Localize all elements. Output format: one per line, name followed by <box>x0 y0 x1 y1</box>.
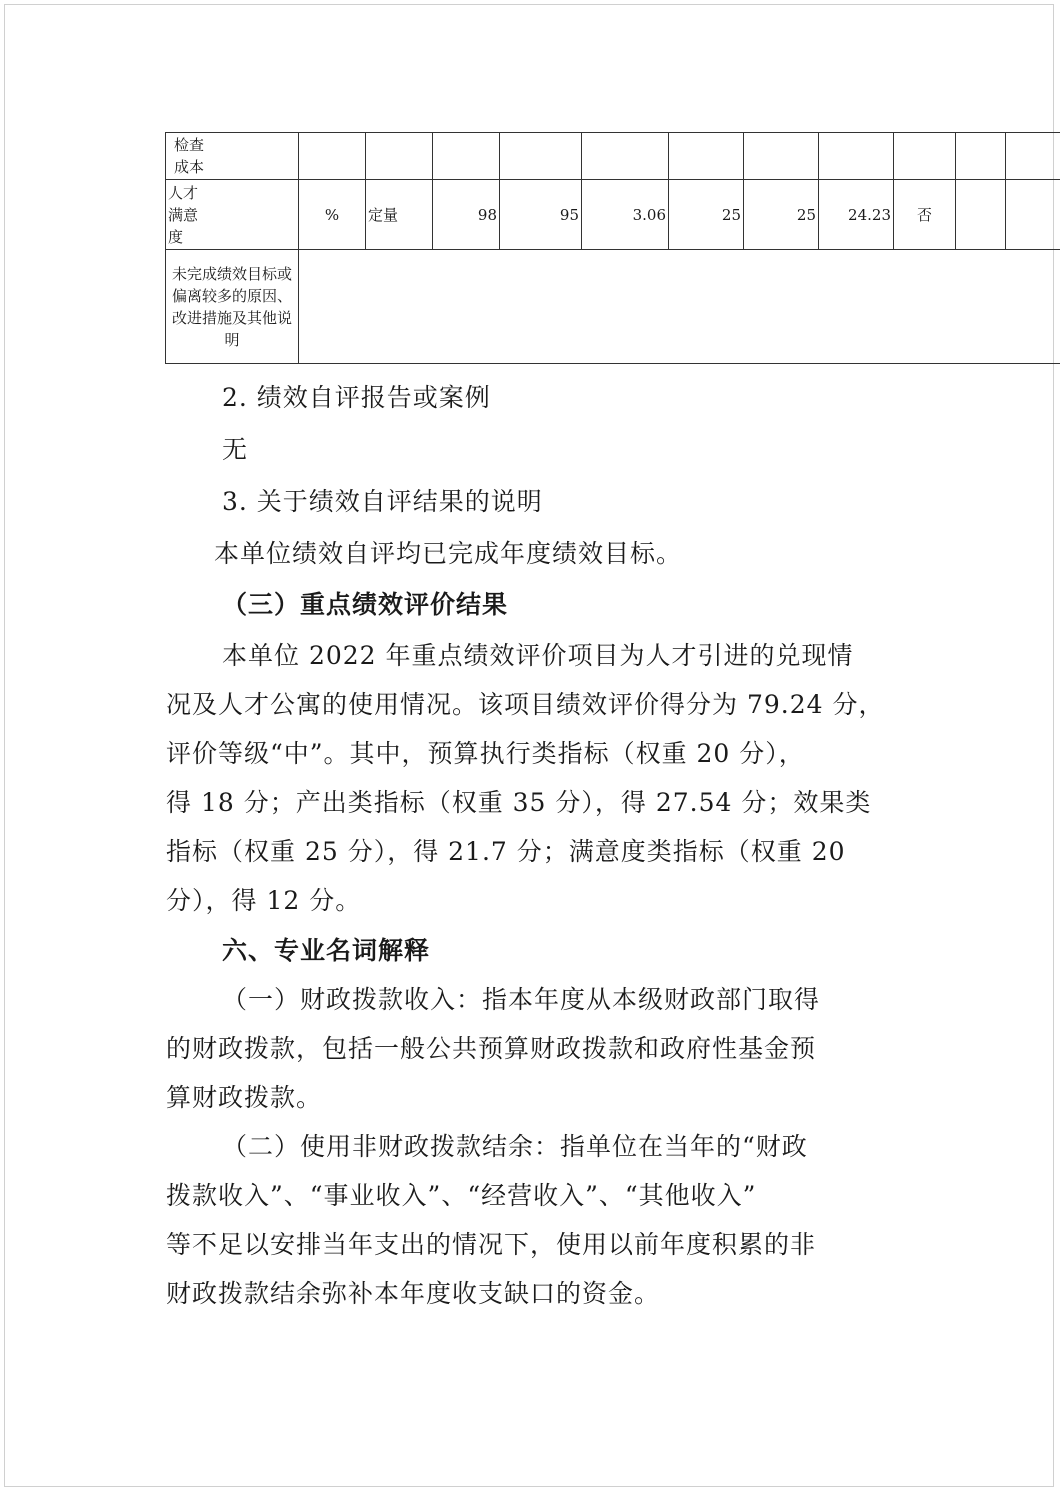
paragraph-line: 况及人才公寓的使用情况。该项目绩效评价得分为 79.24 分， <box>166 690 885 719</box>
value-cell: 25 <box>744 180 819 250</box>
paragraph-line: 指标（权重 25 分），得 21.7 分；满意度类指标（权重 20 <box>166 837 846 866</box>
paragraph-line: 分），得 12 分。 <box>166 886 362 915</box>
section-6-heading: 六、专业名词解释 <box>222 936 431 965</box>
paragraph-line: （二）使用非财政拨款结余：指单位在当年的“财政 <box>222 1132 808 1161</box>
paragraph-line: 的财政拨款，包括一般公共预算财政拨款和政府性基金预 <box>166 1034 817 1063</box>
paragraph-line: 评价等级“中”。其中，预算执行类指标（权重 20 分）， <box>166 739 805 768</box>
value-cell <box>1006 133 1060 180</box>
section-2-body: 无 <box>222 435 249 464</box>
value-cell <box>669 133 744 180</box>
value-cell <box>433 133 500 180</box>
indicator-name: 人才满意度 <box>168 183 199 246</box>
unit-cell <box>299 133 366 180</box>
value-cell <box>744 133 819 180</box>
type-cell: 定量 <box>366 180 433 250</box>
value-cell <box>582 133 669 180</box>
paragraph-line: 本单位 2022 年重点绩效评价项目为人才引进的兑现情 <box>222 641 854 670</box>
table-row <box>166 250 1060 364</box>
value-cell: 25 <box>669 180 744 250</box>
value-cell <box>894 133 956 180</box>
type-cell <box>366 133 433 180</box>
value-cell: 否 <box>894 180 956 250</box>
paragraph-line: 等不足以安排当年支出的情况下，使用以前年度积累的非 <box>166 1230 817 1259</box>
table-row <box>166 180 1060 250</box>
note-value <box>299 250 1060 364</box>
performance-table <box>165 132 1060 364</box>
indicator-name: 检查成本 <box>174 136 205 176</box>
value-cell <box>819 133 894 180</box>
section-2-heading: 2. 绩效自评报告或案例 <box>222 383 491 412</box>
paragraph-line: 算财政拨款。 <box>166 1083 323 1112</box>
paragraph-line: （一）财政拨款收入：指本年度从本级财政部门取得 <box>222 985 821 1014</box>
note-label: 未完成绩效目标或偏离较多的原因、改进措施及其他说明 <box>166 250 299 364</box>
value-cell <box>1006 180 1060 250</box>
section-3-body: 本单位绩效自评均已完成年度绩效目标。 <box>214 539 683 568</box>
value-cell <box>956 180 1006 250</box>
value-cell: 3.06 <box>582 180 669 250</box>
value-cell: 95 <box>500 180 582 250</box>
unit-cell: % <box>299 180 366 250</box>
paragraph-line: 得 18 分；产出类指标（权重 35 分），得 27.54 分；效果类 <box>166 788 872 817</box>
value-cell <box>500 133 582 180</box>
table-row <box>166 133 1060 180</box>
section-3-heading: 3. 关于绩效自评结果的说明 <box>222 487 543 516</box>
paragraph-line: 财政拨款结余弥补本年度收支缺口的资金。 <box>166 1279 661 1308</box>
paragraph-line: 拨款收入”、“事业收入”、“经营收入”、“其他收入” <box>166 1181 757 1210</box>
value-cell: 98 <box>433 180 500 250</box>
key-evaluation-heading: （三）重点绩效评价结果 <box>222 590 509 619</box>
value-cell: 24.23 <box>819 180 894 250</box>
value-cell <box>956 133 1006 180</box>
